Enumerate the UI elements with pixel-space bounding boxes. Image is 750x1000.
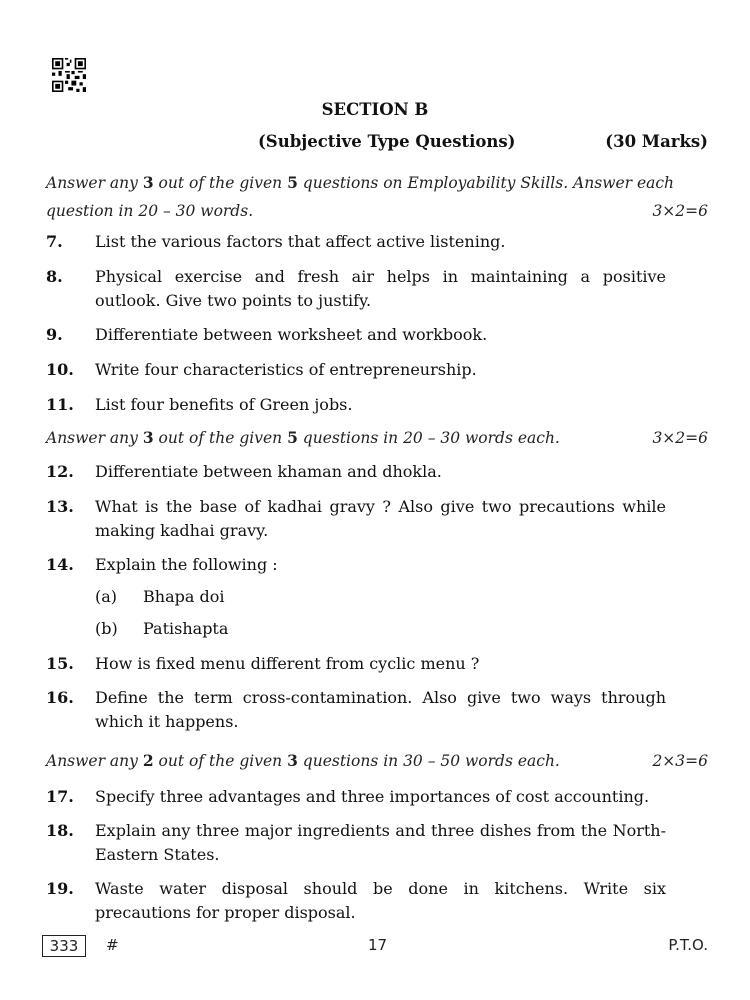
question-17: 17. Specify three advantages and three importances of cost accounting. (46, 787, 650, 806)
instruction-marks: 3×2=6 (652, 429, 708, 447)
question-8: 8. Physical exercise and fresh air helps in maintaining a positive outlook. Give two points to justify. (46, 267, 666, 310)
paper-code: 333 (42, 935, 86, 957)
question-9: 9. Differentiate between worksheet and workbook. (46, 325, 488, 344)
section-subtitle: (Subjective Type Questions) (258, 132, 516, 151)
page-number: 17 (368, 936, 388, 954)
subpart-b: (b) Patishapta (95, 619, 229, 638)
question-13: 13. What is the base of kadhai gravy ? Also give two precautions while making kadhai gravy. (46, 497, 666, 540)
section-title: SECTION B (321, 100, 429, 119)
subpart-a: (a) Bhapa doi (95, 587, 225, 606)
instruction-3: Answer any 2 out of the given 3 questions in 30 – 50 words each. 2×3=6 (46, 751, 708, 770)
instruction-marks: 2×3=6 (652, 752, 708, 770)
question-10: 10. Write four characteristics of entrepreneurship. (46, 360, 477, 379)
question-7: 7. List the various factors that affect active listening. (46, 232, 506, 251)
question-15: 15. How is fixed menu different from cyclic menu ? (46, 654, 480, 673)
pto-label: P.T.O. (668, 936, 708, 954)
hash-mark: # (106, 936, 119, 954)
question-18: 18. Explain any three major ingredients and three dishes from the North-Eastern States. (46, 821, 666, 864)
question-14: 14. Explain the following : (46, 555, 278, 574)
question-19: 19. Waste water disposal should be done in kitchens. Write six precautions for proper disposal. (46, 879, 666, 922)
instruction-1: Answer any 3 out of the given 5 questions on Employability Skills. Answer each question in 20 – 30 words. 3×2=6 (46, 169, 708, 225)
section-marks: (30 Marks) (605, 132, 708, 151)
question-16: 16. Define the term cross-contamination. Also give two ways through which it happens. (46, 688, 666, 731)
instruction-2: Answer any 3 out of the given 5 questions in 20 – 30 words each. 3×2=6 (46, 428, 708, 447)
qr-code-icon (52, 58, 86, 92)
question-12: 12. Differentiate between khaman and dhokla. (46, 462, 442, 481)
question-11: 11. List four benefits of Green jobs. (46, 395, 353, 414)
instruction-marks: 3×2=6 (652, 202, 708, 220)
